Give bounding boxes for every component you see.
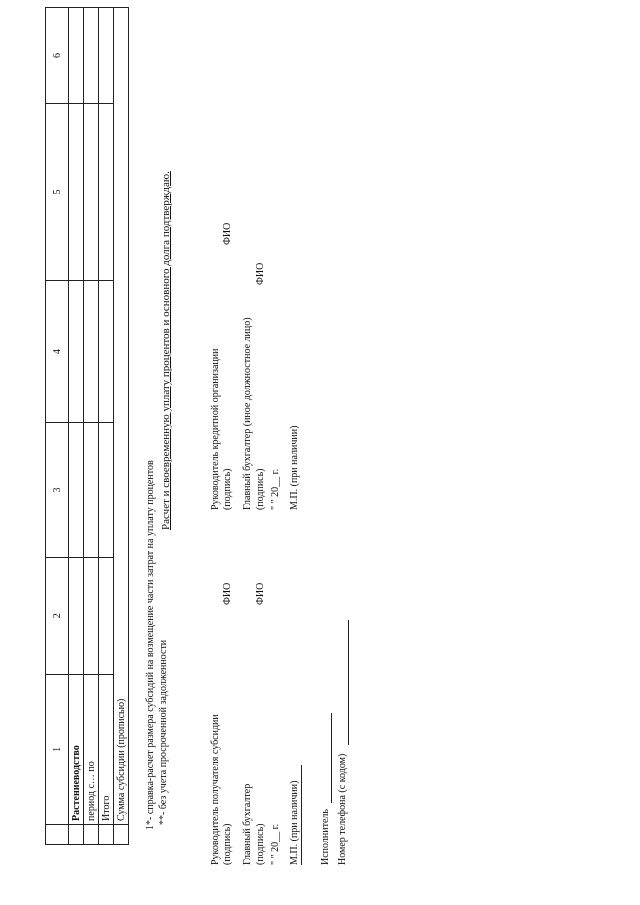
executor-label: Исполнитель [320,809,331,865]
left-accountant-title: Главный бухгалтер [242,783,253,865]
table-header-cell: 2 [46,557,69,674]
right-fio-2: ФИО [255,262,266,285]
table-header-cell: 5 [46,103,69,280]
table-row-label: Итого [99,674,114,824]
right-head-title: Руководитель кредитной организации [210,348,221,510]
table-cell [99,557,114,674]
table-row-label: Растениеводство [69,674,84,824]
table-header-row [46,8,69,845]
table-cell [99,280,114,423]
table-cell [69,280,84,423]
table-row [114,8,129,845]
left-signature-caption: (подпись) [222,823,233,865]
table-cell [69,8,84,104]
table-header-cell: 6 [46,8,69,104]
left-fio-2: ФИО [255,582,266,605]
left-fio-1: ФИО [222,582,233,605]
table-header-cell [46,824,69,844]
subsidy-table [45,7,129,845]
right-date-line: " " 20__ г. [270,468,281,510]
table-cell [99,423,114,557]
right-signature-caption: (подпись) [222,468,233,510]
table-header-cell: 4 [46,280,69,423]
left-date-line: " " 20__ г. [270,823,281,865]
table-row [84,8,99,845]
footnote-1: 1*- справка-расчет размера субсидий на возмещение части затрат на уплату процентов [145,460,156,830]
table-cell [99,824,114,844]
confirmation-text: Расчет и своевременную уплату процентов и основного долга подтверждаю. [160,171,172,530]
right-fio-1: ФИО [222,222,233,245]
table-cell [84,824,99,844]
table-cell [84,280,99,423]
table-cell [84,103,99,280]
table-cell [69,103,84,280]
right-signature-caption-2: (подпись) [255,468,266,510]
table-cell [99,8,114,104]
table-cell [69,824,84,844]
right-accountant-title: Главный бухгалтер (иное должностное лицо) [242,317,253,510]
table-cell [84,557,99,674]
executor-underline [331,713,332,803]
left-stamp-underline [301,765,302,865]
table-cell [84,423,99,557]
table-row-label: Сумма субсидии (прописью) [114,8,129,825]
right-stamp-caption: М.П. (при наличии) [289,425,300,510]
table-cell [69,557,84,674]
table-row [99,8,114,845]
left-signature-caption-2: (подпись) [255,823,266,865]
table-row [69,8,84,845]
table-cell [84,8,99,104]
phone-underline [348,620,349,745]
table-header-cell: 3 [46,423,69,557]
phone-label: Номер телефона (с кодом) [337,753,348,865]
left-head-title: Руководитель получателя субсидии [210,714,221,865]
left-stamp-caption: М.П. (при наличии) [289,780,300,865]
table-cell [114,824,129,844]
table-row-label: период с… по [84,674,99,824]
table-cell [99,103,114,280]
table-cell [69,423,84,557]
table-header-cell: 1 [46,674,69,824]
footnote-2: **- без учета просроченной задолженности [158,639,169,825]
